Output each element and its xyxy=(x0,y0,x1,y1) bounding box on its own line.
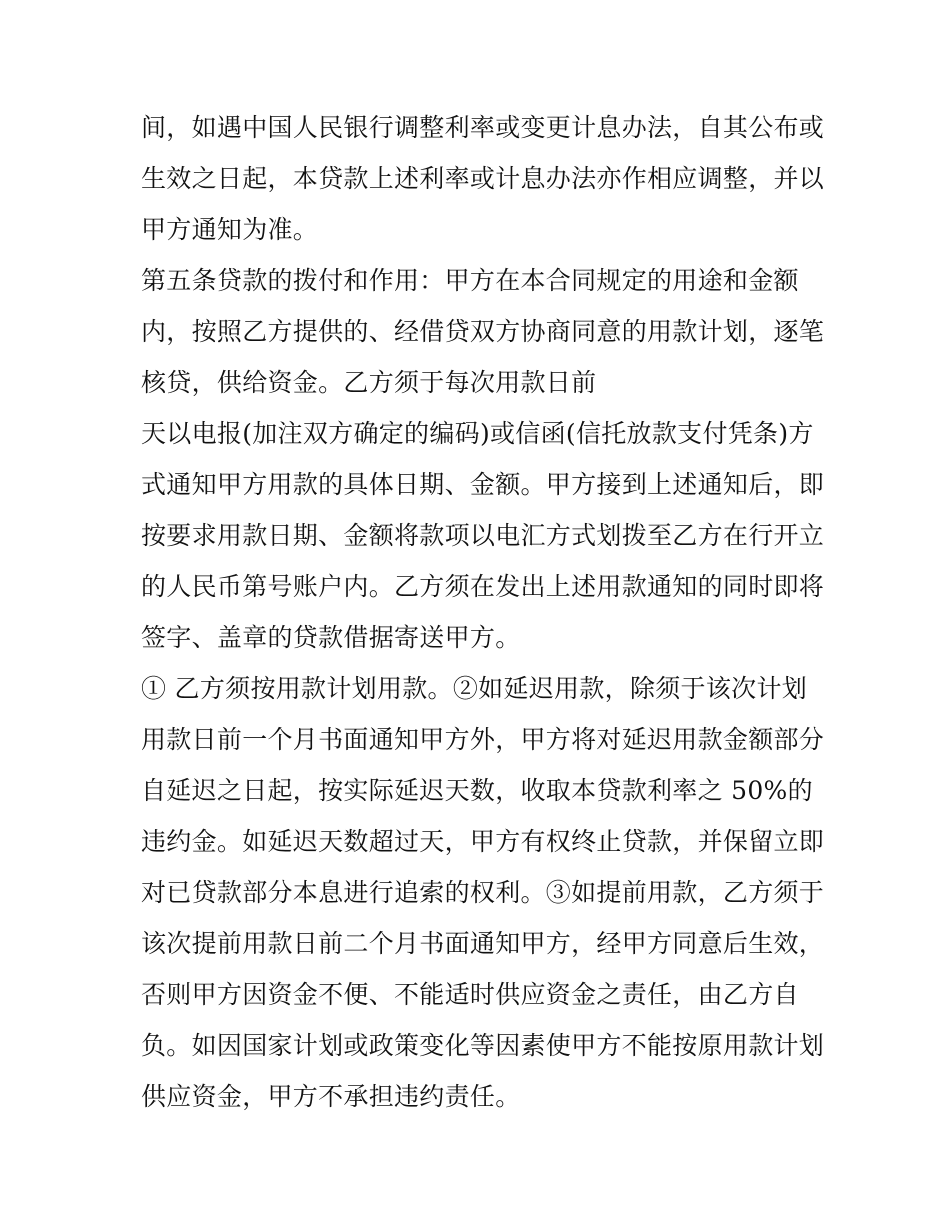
text-line: 负。如因国家计划或政策变化等因素使甲方不能按原用款计划 xyxy=(141,1031,825,1060)
text-line: 天以电报(加注双方确定的编码)或信函(信托放款支付凭条)方 xyxy=(141,419,814,448)
text-line: 式通知甲方用款的具体日期、金额。甲方接到上述通知后，即 xyxy=(141,470,825,499)
text-line: 的人民币第号账户内。乙方须在发出上述用款通知的同时即将 xyxy=(141,572,825,601)
text-line: 用款日前一个月书面通知甲方外，甲方将对延迟用款金额部分 xyxy=(141,725,825,754)
text-line: 对已贷款部分本息进行追索的权利。③如提前用款，乙方须于 xyxy=(141,878,825,907)
text-line: 供应资金，甲方不承担违约责任。 xyxy=(141,1082,521,1111)
text-line: 内，按照乙方提供的、经借贷双方协商同意的用款计划，逐笔 xyxy=(141,317,825,346)
text-line: 签字、盖章的贷款借据寄送甲方。 xyxy=(141,623,521,652)
text-line: 甲方通知为准。 xyxy=(141,215,319,244)
text-line: 否则甲方因资金不便、不能适时供应资金之责任，由乙方自 xyxy=(141,980,799,1009)
text-line: 该次提前用款日前二个月书面通知甲方，经甲方同意后生效， xyxy=(141,929,825,958)
text-line: 核贷，供给资金。乙方须于每次用款日前 xyxy=(141,368,597,397)
text-line: 按要求用款日期、金额将款项以电汇方式划拨至乙方在行开立 xyxy=(141,521,825,550)
text-line: 生效之日起，本贷款上述利率或计息办法亦作相应调整，并以 xyxy=(141,164,825,193)
text-line: 第五条贷款的拨付和作用：甲方在本合同规定的用途和金额 xyxy=(141,266,799,295)
text-line: ① 乙方须按用款计划用款。②如延迟用款，除须于该次计划 xyxy=(141,674,808,703)
text-line: 违约金。如延迟天数超过天，甲方有权终止贷款，并保留立即 xyxy=(141,827,825,856)
text-line: 间，如遇中国人民银行调整利率或变更计息办法，自其公布或 xyxy=(141,113,825,142)
text-line: 自延迟之日起，按实际延迟天数，收取本贷款利率之 50%的 xyxy=(141,776,813,805)
